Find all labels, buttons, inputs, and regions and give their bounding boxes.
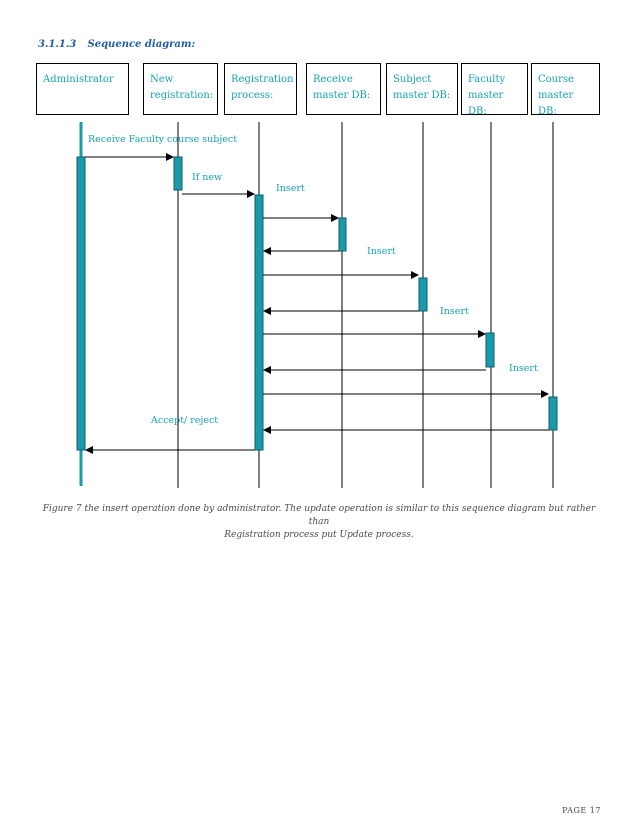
section-number: 3.1.1.3 <box>38 39 77 50</box>
lifeline-label: registration: <box>150 90 214 101</box>
lifeline-label: Faculty <box>468 74 506 85</box>
activation-subject-master-db <box>419 278 427 311</box>
lifeline-label: Registration <box>231 74 294 85</box>
lifeline-label: Receive <box>313 74 353 85</box>
message-label-accept-reject: Accept/ reject <box>151 415 219 426</box>
lifeline-label: master DB: <box>313 90 371 101</box>
message-label-insert-course: Insert <box>509 363 538 374</box>
lifeline-label: Subject <box>393 74 432 85</box>
lifeline-label: Course <box>538 74 574 85</box>
message-label-receive-faculty: Receive Faculty course subject <box>88 134 238 145</box>
lifeline-label: process: <box>231 90 274 101</box>
lifeline-label: New <box>150 74 174 85</box>
activation-new-registration <box>174 157 182 190</box>
activation-administrator <box>77 157 85 450</box>
activation-receive-master-db <box>339 218 346 251</box>
lifeline-label: master DB: <box>538 90 574 117</box>
caption-line: Figure 7 the insert operation done by administrator. The update operation is similar to this sequence diagram but rather than <box>42 504 596 527</box>
activation-faculty-master-db <box>486 333 494 367</box>
page-number: PAGE 17 <box>562 806 601 815</box>
section-title: Sequence diagram: <box>87 39 196 50</box>
caption-line: Registration process put Update process. <box>224 530 414 540</box>
lifeline-label: Administrator <box>43 74 114 85</box>
message-label-insert-faculty: Insert <box>440 306 469 317</box>
message-label-if-new: If new <box>192 172 223 183</box>
message-label-insert-subject: Insert <box>367 246 396 257</box>
figure-caption <box>32 503 606 542</box>
lifeline-label: master DB: <box>468 90 504 117</box>
message-label-insert-receive: Insert <box>276 183 305 194</box>
activation-registration-process <box>255 195 263 450</box>
lifeline-label: master DB: <box>393 90 451 101</box>
activation-course-master-db <box>549 397 557 430</box>
